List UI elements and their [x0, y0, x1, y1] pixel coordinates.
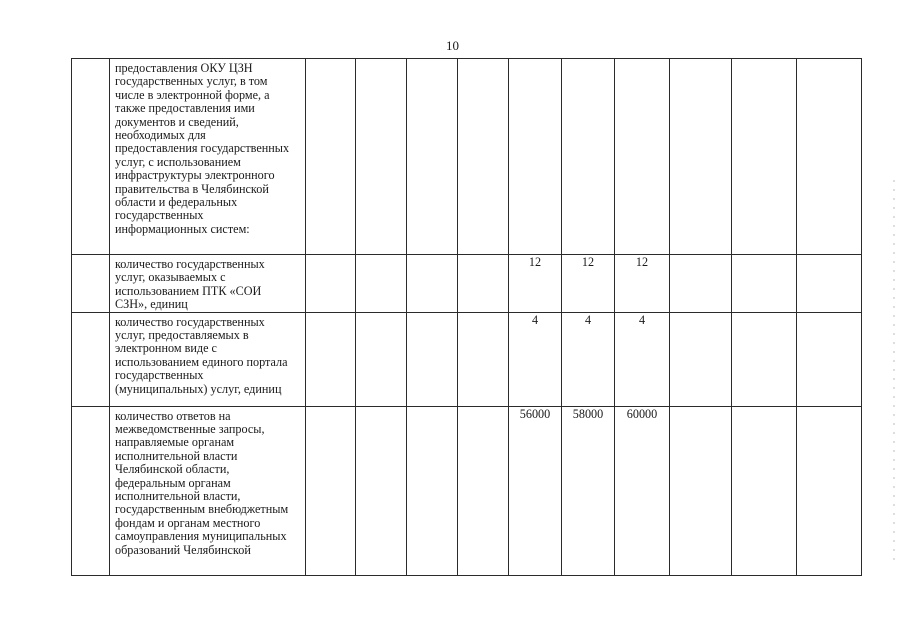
row-number-cell [72, 406, 110, 575]
value-cell: 4 [615, 312, 670, 406]
empty-cell [306, 59, 356, 255]
empty-cell [356, 255, 407, 313]
empty-cell [306, 255, 356, 313]
empty-cell [356, 406, 407, 575]
empty-cell [407, 255, 458, 313]
value-cell: 12 [509, 255, 562, 313]
empty-cell [670, 255, 732, 313]
empty-cell [797, 312, 862, 406]
table-row [72, 406, 862, 575]
indicator-description: количество государственных услуг, оказываемых с использованием ПТК «СОИ СЗН», единиц [110, 255, 306, 313]
empty-cell [306, 406, 356, 575]
value-cell: 4 [562, 312, 615, 406]
empty-cell [732, 406, 797, 575]
row-number-cell [72, 312, 110, 406]
value-cell [562, 59, 615, 255]
empty-cell [407, 312, 458, 406]
value-cell [509, 59, 562, 255]
empty-cell [670, 59, 732, 255]
empty-cell [458, 312, 509, 406]
empty-cell [458, 255, 509, 313]
value-cell: 60000 [615, 406, 670, 575]
empty-cell [732, 255, 797, 313]
value-cell: 12 [615, 255, 670, 313]
empty-cell [306, 312, 356, 406]
value-cell: 58000 [562, 406, 615, 575]
program-indicators-table [71, 58, 862, 576]
table-row [72, 59, 862, 255]
empty-cell [407, 406, 458, 575]
empty-cell [458, 406, 509, 575]
value-cell: 56000 [509, 406, 562, 575]
page-number: 10 [446, 38, 459, 53]
empty-cell [732, 312, 797, 406]
value-cell: 4 [509, 312, 562, 406]
indicator-description: предоставления ОКУ ЦЗН государственных услуг, в том числе в электронной форме, а также предоставления ими документов и сведений, необходимых для предоставления государственных услуг, с использованием инфраструктуры электронного правительства в Челябинской области и федеральных государственных информационных систем: [110, 59, 306, 255]
table-row [72, 255, 862, 313]
empty-cell [732, 59, 797, 255]
empty-cell [797, 59, 862, 255]
indicator-description: количество ответов на межведомственные запросы, направляемые органам исполнительной власти Челябинской области, федеральным органам исполнительной власти, государственным внебюджетным фондам и органам местного самоуправления муниципальных образований Челябинской [110, 406, 306, 575]
empty-cell [797, 255, 862, 313]
value-cell [615, 59, 670, 255]
scan-margin-marks [893, 180, 895, 560]
empty-cell [356, 59, 407, 255]
empty-cell [356, 312, 407, 406]
row-number-cell [72, 255, 110, 313]
empty-cell [458, 59, 509, 255]
value-cell: 12 [562, 255, 615, 313]
empty-cell [407, 59, 458, 255]
empty-cell [797, 406, 862, 575]
table-row [72, 312, 862, 406]
empty-cell [670, 406, 732, 575]
empty-cell [670, 312, 732, 406]
indicator-description: количество государственных услуг, предоставляемых в электронном виде с использованием единого портала государственных (муниципальных) услуг, единиц [110, 312, 306, 406]
row-number-cell [72, 59, 110, 255]
